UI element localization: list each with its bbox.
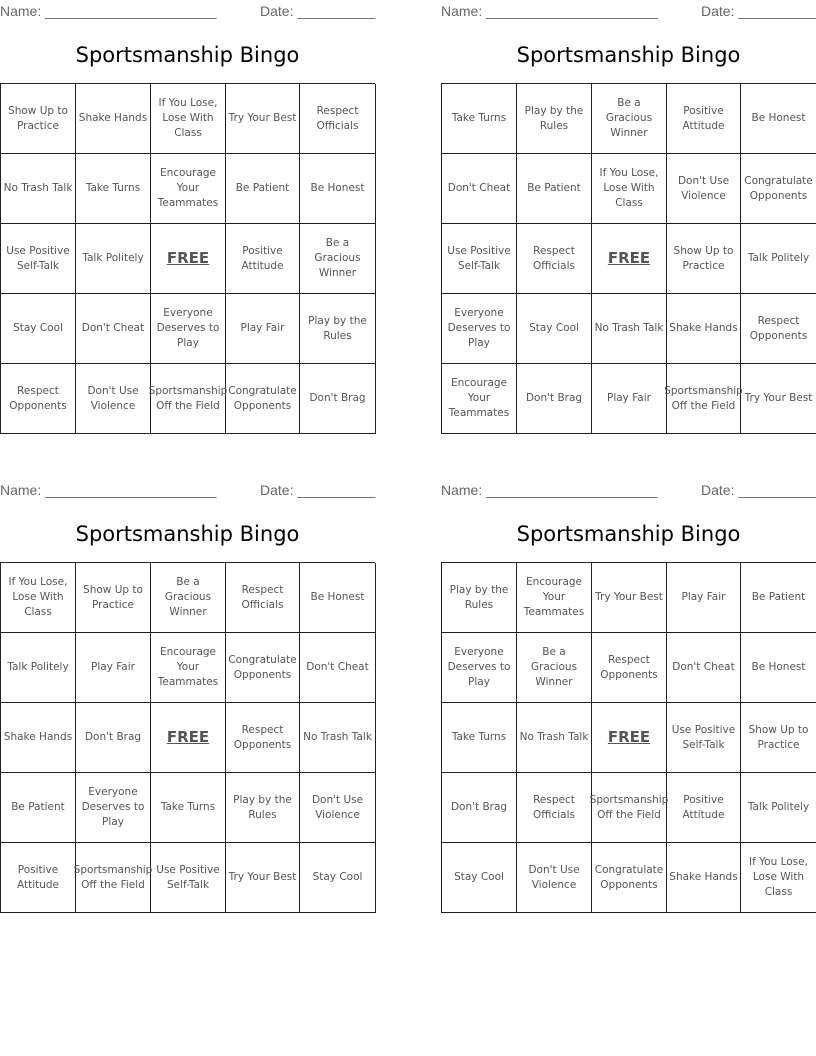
- bingo-cell: Don't Brag: [442, 773, 517, 843]
- name-date-row: [441, 0, 816, 22]
- card-title: Sportsmanship Bingo: [75, 522, 300, 546]
- bingo-cell: Be a Gracious Winner: [517, 633, 592, 703]
- bingo-cell: Play by the Rules: [517, 84, 592, 154]
- bingo-cell: Respect Opponents: [592, 633, 667, 703]
- date-field: Date: __________: [260, 3, 376, 19]
- bingo-cell: Show Up to Practice: [741, 703, 816, 773]
- bingo-cell: Be Honest: [741, 633, 816, 703]
- bingo-cell: Everyone Deserves to Play: [442, 633, 517, 703]
- bingo-cell: Play Fair: [226, 294, 300, 364]
- bingo-cell: Use Positive Self-Talk: [442, 224, 517, 294]
- bingo-card-2: [441, 0, 816, 419]
- bingo-cell: Congratulate Opponents: [226, 364, 300, 434]
- bingo-cell: Don't Cheat: [300, 633, 376, 703]
- bingo-cell: Talk Politely: [741, 773, 816, 843]
- bingo-cell: Respect Opponents: [226, 703, 300, 773]
- bingo-cell: Use Positive Self-Talk: [667, 703, 741, 773]
- bingo-cell: Be Honest: [300, 154, 376, 224]
- bingo-card-1: [0, 0, 376, 412]
- name-field: Name: ______________________: [0, 482, 217, 498]
- free-space-cell: FREE: [151, 703, 226, 773]
- bingo-grid: [441, 562, 816, 913]
- bingo-cell: No Trash Talk: [1, 154, 76, 224]
- bingo-cell: Be Patient: [226, 154, 300, 224]
- name-field: Name: ______________________: [441, 482, 658, 498]
- name-date-row: [441, 479, 816, 501]
- free-space-cell: FREE: [151, 224, 226, 294]
- bingo-cell: Be Honest: [300, 563, 376, 633]
- bingo-cell: Be a Gracious Winner: [300, 224, 376, 294]
- bingo-cell: Don't Brag: [300, 364, 376, 434]
- bingo-cell: Show Up to Practice: [76, 563, 151, 633]
- bingo-cell: Show Up to Practice: [667, 224, 741, 294]
- bingo-cell: Talk Politely: [1, 633, 76, 703]
- bingo-cell: Shake Hands: [1, 703, 76, 773]
- bingo-cell: No Trash Talk: [300, 703, 376, 773]
- bingo-cell: Show Up to Practice: [1, 84, 76, 154]
- bingo-cell: Everyone Deserves to Play: [76, 773, 151, 843]
- name-date-row: [0, 0, 375, 22]
- bingo-cell: Respect Opponents: [741, 294, 816, 364]
- card-title: Sportsmanship Bingo: [516, 522, 741, 546]
- bingo-cell: Don't Cheat: [442, 154, 517, 224]
- bingo-cell: Positive Attitude: [226, 224, 300, 294]
- bingo-cell: No Trash Talk: [592, 294, 667, 364]
- bingo-cell: Be a Gracious Winner: [151, 563, 226, 633]
- card-title: Sportsmanship Bingo: [516, 43, 741, 67]
- card-title: Sportsmanship Bingo: [75, 43, 300, 67]
- date-field: Date: __________: [260, 482, 376, 498]
- bingo-cell: Don't Use Violence: [300, 773, 376, 843]
- bingo-cell: Don't Cheat: [667, 633, 741, 703]
- bingo-cell: Take Turns: [76, 154, 151, 224]
- free-space-cell: FREE: [592, 703, 667, 773]
- bingo-cell: Be Patient: [517, 154, 592, 224]
- bingo-cell: Respect Officials: [300, 84, 376, 154]
- bingo-cell: Encourage Your Teammates: [517, 563, 592, 633]
- bingo-cell: Try Your Best: [226, 84, 300, 154]
- bingo-cell: Stay Cool: [517, 294, 592, 364]
- bingo-cell: Be Patient: [1, 773, 76, 843]
- bingo-cell: Respect Officials: [517, 773, 592, 843]
- bingo-cell: Respect Officials: [517, 224, 592, 294]
- bingo-cell: Encourage Your Teammates: [442, 364, 517, 434]
- bingo-cell: Be Honest: [741, 84, 816, 154]
- bingo-cell: Play Fair: [592, 364, 667, 434]
- bingo-cell: Stay Cool: [442, 843, 517, 913]
- bingo-cell: Play by the Rules: [226, 773, 300, 843]
- date-field: Date: __________: [701, 482, 816, 498]
- bingo-cell: Play Fair: [667, 563, 741, 633]
- bingo-cell: Stay Cool: [1, 294, 76, 364]
- bingo-cell: If You Lose, Lose With Class: [592, 154, 667, 224]
- bingo-cell: If You Lose, Lose With Class: [151, 84, 226, 154]
- bingo-cell: Encourage Your Teammates: [151, 154, 226, 224]
- bingo-cell: Don't Brag: [517, 364, 592, 434]
- name-field: Name: ______________________: [0, 3, 217, 19]
- bingo-grid: [441, 83, 816, 434]
- bingo-cell: Sportsmanship Off the Field: [667, 364, 741, 434]
- bingo-cell: Take Turns: [442, 84, 517, 154]
- bingo-cell: Play by the Rules: [442, 563, 517, 633]
- bingo-grid: [0, 83, 375, 434]
- name-date-row: [0, 479, 375, 501]
- bingo-cell: Shake Hands: [76, 84, 151, 154]
- bingo-cell: Encourage Your Teammates: [151, 633, 226, 703]
- bingo-cell: Congratulate Opponents: [226, 633, 300, 703]
- bingo-cell: Positive Attitude: [1, 843, 76, 913]
- bingo-cell: Respect Opponents: [1, 364, 76, 434]
- bingo-cell: Shake Hands: [667, 294, 741, 364]
- bingo-cell: Talk Politely: [741, 224, 816, 294]
- bingo-grid: [0, 562, 375, 913]
- bingo-cell: Shake Hands: [667, 843, 741, 913]
- bingo-cell: Try Your Best: [592, 563, 667, 633]
- bingo-cell: Positive Attitude: [667, 773, 741, 843]
- bingo-cell: Positive Attitude: [667, 84, 741, 154]
- bingo-cell: Sportsmanship Off the Field: [592, 773, 667, 843]
- bingo-cell: Everyone Deserves to Play: [151, 294, 226, 364]
- bingo-cell: Don't Brag: [76, 703, 151, 773]
- bingo-cell: Take Turns: [151, 773, 226, 843]
- bingo-cell: Don't Cheat: [76, 294, 151, 364]
- name-field: Name: ______________________: [441, 3, 658, 19]
- bingo-cell: Play Fair: [76, 633, 151, 703]
- bingo-card-4: [441, 479, 816, 898]
- bingo-cell: Don't Use Violence: [517, 843, 592, 913]
- bingo-cell: Everyone Deserves to Play: [442, 294, 517, 364]
- bingo-cell: Don't Use Violence: [76, 364, 151, 434]
- bingo-cell: Be Patient: [741, 563, 816, 633]
- bingo-cell: Don't Use Violence: [667, 154, 741, 224]
- bingo-card-3: [0, 479, 376, 891]
- date-field: Date: __________: [701, 3, 816, 19]
- bingo-cell: Be a Gracious Winner: [592, 84, 667, 154]
- bingo-cell: If You Lose, Lose With Class: [741, 843, 816, 913]
- bingo-cell: Congratulate Opponents: [592, 843, 667, 913]
- bingo-cell: Congratulate Opponents: [741, 154, 816, 224]
- bingo-cell: Sportsmanship Off the Field: [151, 364, 226, 434]
- bingo-cell: Respect Officials: [226, 563, 300, 633]
- bingo-cell: No Trash Talk: [517, 703, 592, 773]
- bingo-cell: Use Positive Self-Talk: [151, 843, 226, 913]
- free-space-cell: FREE: [592, 224, 667, 294]
- bingo-cell: If You Lose, Lose With Class: [1, 563, 76, 633]
- bingo-cell: Take Turns: [442, 703, 517, 773]
- bingo-cell: Try Your Best: [741, 364, 816, 434]
- bingo-cell: Sportsmanship Off the Field: [76, 843, 151, 913]
- bingo-cell: Talk Politely: [76, 224, 151, 294]
- bingo-cell: Play by the Rules: [300, 294, 376, 364]
- bingo-cell: Use Positive Self-Talk: [1, 224, 76, 294]
- bingo-cell: Stay Cool: [300, 843, 376, 913]
- bingo-cell: Try Your Best: [226, 843, 300, 913]
